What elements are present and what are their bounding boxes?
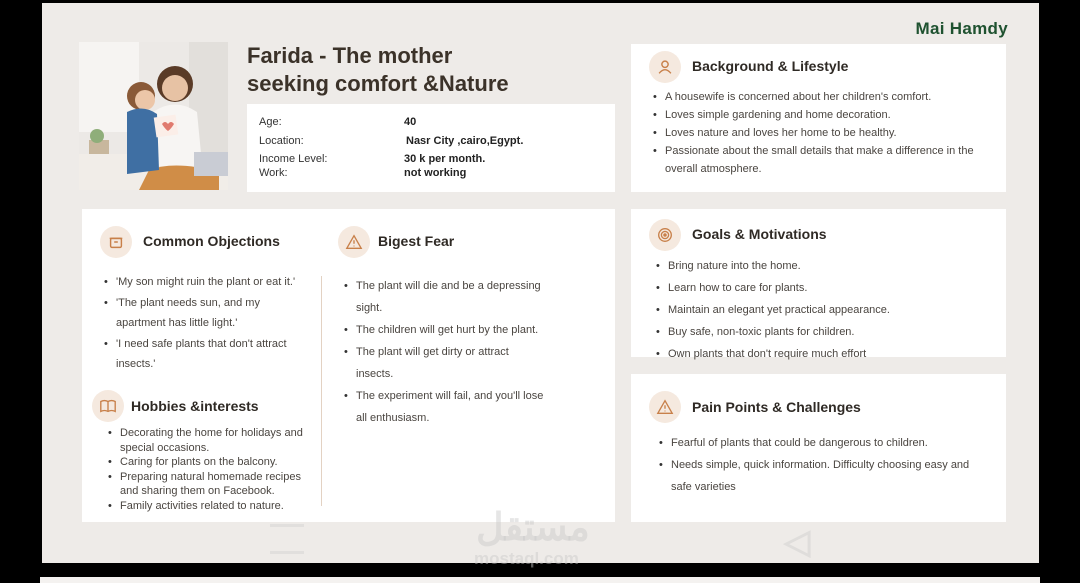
list-item: • Own plants that don't require much effort <box>656 343 996 365</box>
fear-title: Bigest Fear <box>378 233 455 249</box>
column-divider <box>321 276 322 506</box>
author-name: Mai Hamdy <box>915 19 1008 38</box>
goals-title: Goals & Motivations <box>692 226 827 242</box>
list-item: • The experiment will fail, and you'll lose all enthusiasm. <box>344 385 544 429</box>
book-icon <box>92 390 124 422</box>
warning-icon <box>649 391 681 423</box>
work-value: not working <box>404 167 467 179</box>
target-icon <box>649 219 681 251</box>
income-value: 30 k per month. <box>404 153 486 165</box>
list-item: • Decorating the home for holidays and special occasions. <box>108 426 318 455</box>
back-icon: ◁ <box>784 523 811 561</box>
objections-fear-hobbies-card <box>82 209 615 522</box>
hobbies-title: Hobbies &interests <box>131 398 259 414</box>
list-item: • Fearful of plants that could be dangerous to children. <box>659 432 989 454</box>
background-list <box>653 88 1003 178</box>
background-title: Background & Lifestyle <box>692 58 849 74</box>
list-item: • Needs simple, quick information. Difficulty choosing easy and safe varieties <box>659 454 989 498</box>
list-item: • 'My son might ruin the plant or eat it.' <box>104 272 309 293</box>
list-item: • Buy safe, non-toxic plants for children. <box>656 321 996 343</box>
fear-list <box>344 275 544 429</box>
age-label: Age: <box>259 116 282 128</box>
objections-list <box>104 272 309 375</box>
work-label: Work: <box>259 167 288 179</box>
hobbies-list <box>108 426 318 513</box>
list-item: • Loves simple gardening and home decoration. <box>653 106 1003 124</box>
location-value: Nasr City ,cairo,Egypt. <box>406 135 524 147</box>
list-item: • Family activities related to nature. <box>108 499 318 514</box>
warning-icon <box>338 226 370 258</box>
list-item: • 'The plant needs sun, and my apartment has little light.' <box>104 293 309 334</box>
goals-card <box>631 209 1006 360</box>
income-label: Income Level: <box>259 153 328 165</box>
persona-title-line2: seeking comfort &Nature <box>247 71 509 96</box>
list-item: • Bring nature into the home. <box>656 255 996 277</box>
pain-title: Pain Points & Challenges <box>692 399 861 415</box>
bottom-strip <box>40 577 1040 583</box>
list-item: • The plant will get dirty or attract insects. <box>344 341 544 385</box>
age-value: 40 <box>404 116 417 128</box>
list-item: • A housewife is concerned about her children's comfort. <box>653 88 1003 106</box>
location-label: Location: <box>259 135 304 147</box>
persona-info-card <box>247 104 615 192</box>
list-item: • Learn how to care for plants. <box>656 277 996 299</box>
list-item: • Maintain an elegant yet practical appearance. <box>656 299 996 321</box>
persona-title-line1: Farida - The mother <box>247 43 453 68</box>
list-item: • Preparing natural homemade recipes and sharing them on Facebook. <box>108 470 318 499</box>
watermark-arabic: مستقل <box>476 507 590 549</box>
box-icon <box>100 226 132 258</box>
list-item: • The children will get hurt by the plant. <box>344 319 544 341</box>
list-item: • 'I need safe plants that don't attract insects.' <box>104 334 309 375</box>
list-item: • Passionate about the small details that make a difference in the overall atmosphere. <box>653 142 1003 178</box>
pain-list <box>659 432 989 498</box>
user-icon <box>649 51 681 83</box>
objections-title: Common Objections <box>143 233 280 249</box>
list-item: • Caring for plants on the balcony. <box>108 455 318 470</box>
watermark-latin: mostaql.com <box>474 549 579 568</box>
persona-title <box>247 42 627 98</box>
persona-photo <box>79 42 228 190</box>
goals-list <box>656 255 996 365</box>
list-item: • The plant will die and be a depressing sight. <box>344 275 544 319</box>
list-item: • Loves nature and loves her home to be healthy. <box>653 124 1003 142</box>
background-card <box>631 44 1006 192</box>
pain-points-card <box>631 374 1006 522</box>
menu-icon <box>270 524 304 554</box>
